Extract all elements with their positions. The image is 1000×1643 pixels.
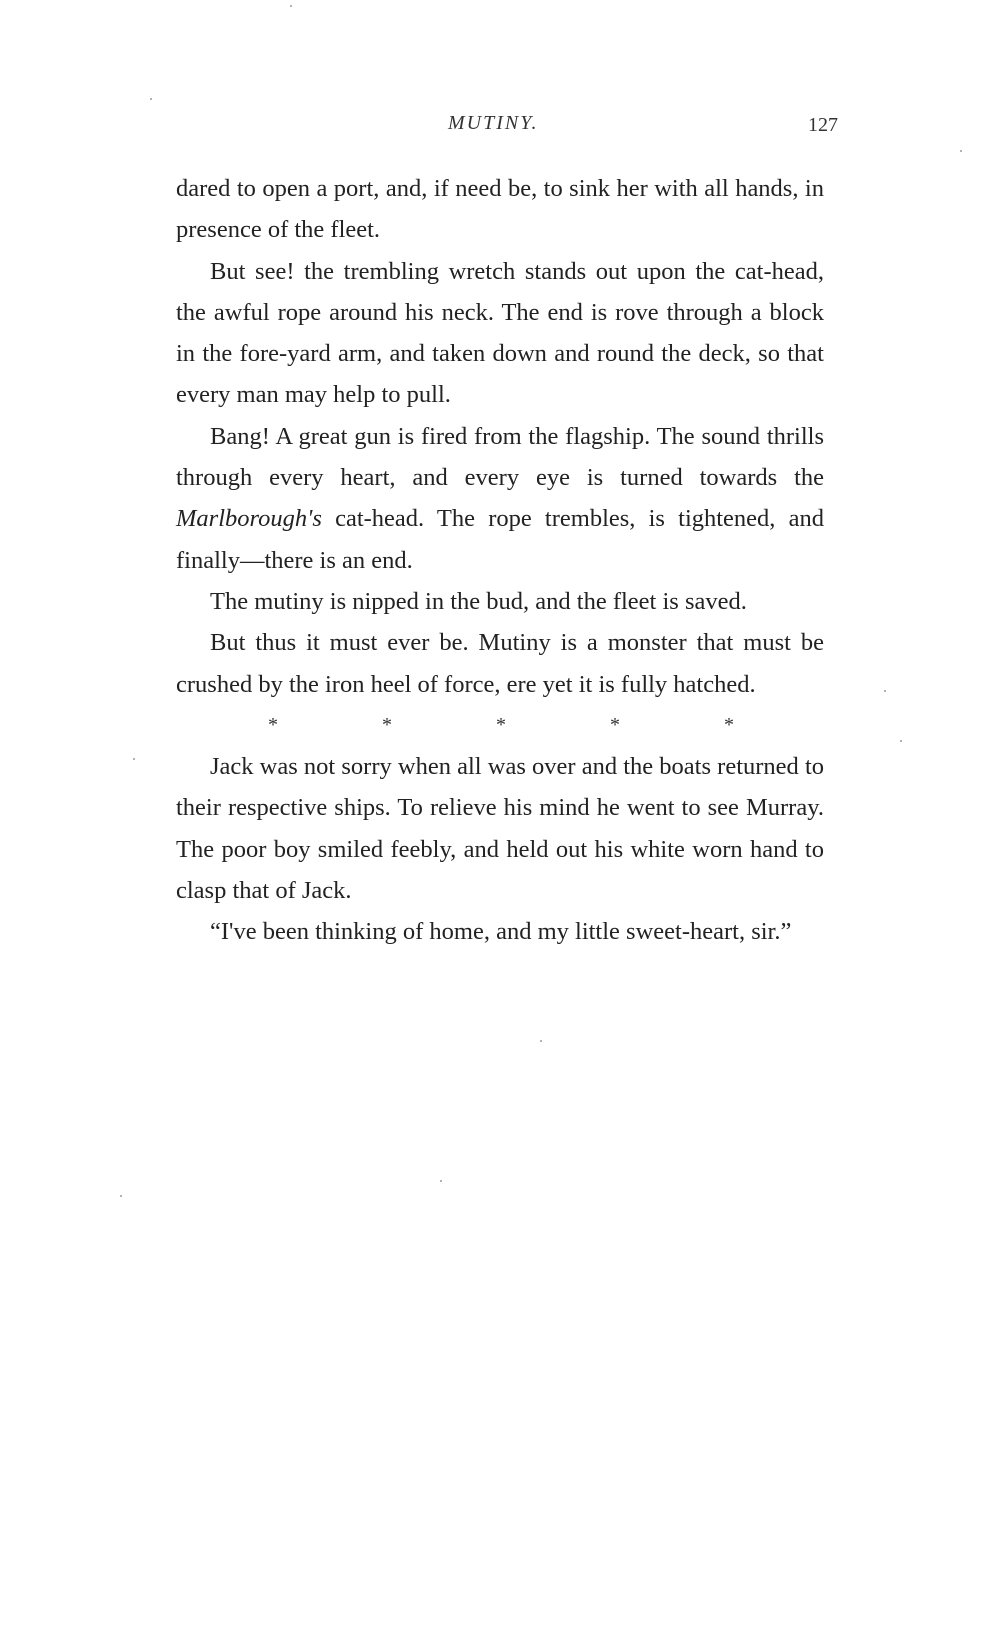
paragraph-mutiny-nipped: The mutiny is nipped in the bud, and the fleet is saved. — [210, 587, 747, 615]
paragraph-bang — [176, 416, 824, 581]
page-number: 127 — [808, 114, 838, 136]
section-separator — [176, 705, 824, 746]
paragraph-jack: Jack was not sorry when all was over and the boats returned to their respective ships. To relieve his mind he went to see Murray. The poor boy smiled feebly, and held out his white worn hand to clasp that of Jack. — [176, 753, 824, 905]
paragraph-cat-head: But see! the trembling wretch stands out upon the cat-head, the awful rope around his neck. The end is rove through a block in the fore-yard arm, and taken down and round the deck, so that every man may help to pull. — [176, 257, 824, 409]
separator-star: * — [610, 713, 620, 736]
body-text — [176, 168, 824, 953]
paper-speck — [960, 150, 962, 152]
paper-speck — [440, 1180, 442, 1182]
running-title: MUTINY. — [448, 112, 539, 134]
separator-star: * — [268, 713, 278, 736]
paper-speck — [884, 690, 886, 692]
paragraph-monster: But thus it must ever be. Mutiny is a monster that must be crushed by the iron heel of force, ere yet it is fully hatched. — [176, 629, 824, 698]
paragraph-bang-after: cat-head. The rope trembles, is tightened, and finally—there is an end. — [176, 505, 824, 574]
paper-speck — [900, 740, 902, 742]
separator-star: * — [496, 713, 506, 736]
page-header — [0, 112, 1000, 142]
paragraph-dialogue: “I've been thinking of home, and my little sweet-heart, sir.” — [210, 918, 792, 946]
separator-star: * — [724, 713, 734, 736]
paper-speck — [120, 1195, 122, 1197]
paper-speck — [290, 5, 292, 7]
paper-speck — [150, 98, 152, 100]
separator-star: * — [382, 713, 392, 736]
paper-speck — [133, 758, 135, 760]
paper-speck — [540, 1040, 542, 1042]
paragraph-bang-before: Bang! A great gun is fired from the flagship. The sound thrills through every heart, and every eye is turned towards the — [176, 422, 824, 492]
ship-name-italic: Marlborough's — [176, 505, 322, 533]
paragraph-continuation: dared to open a port, and, if need be, to sink her with all hands, in presence of the fleet. — [176, 175, 824, 244]
